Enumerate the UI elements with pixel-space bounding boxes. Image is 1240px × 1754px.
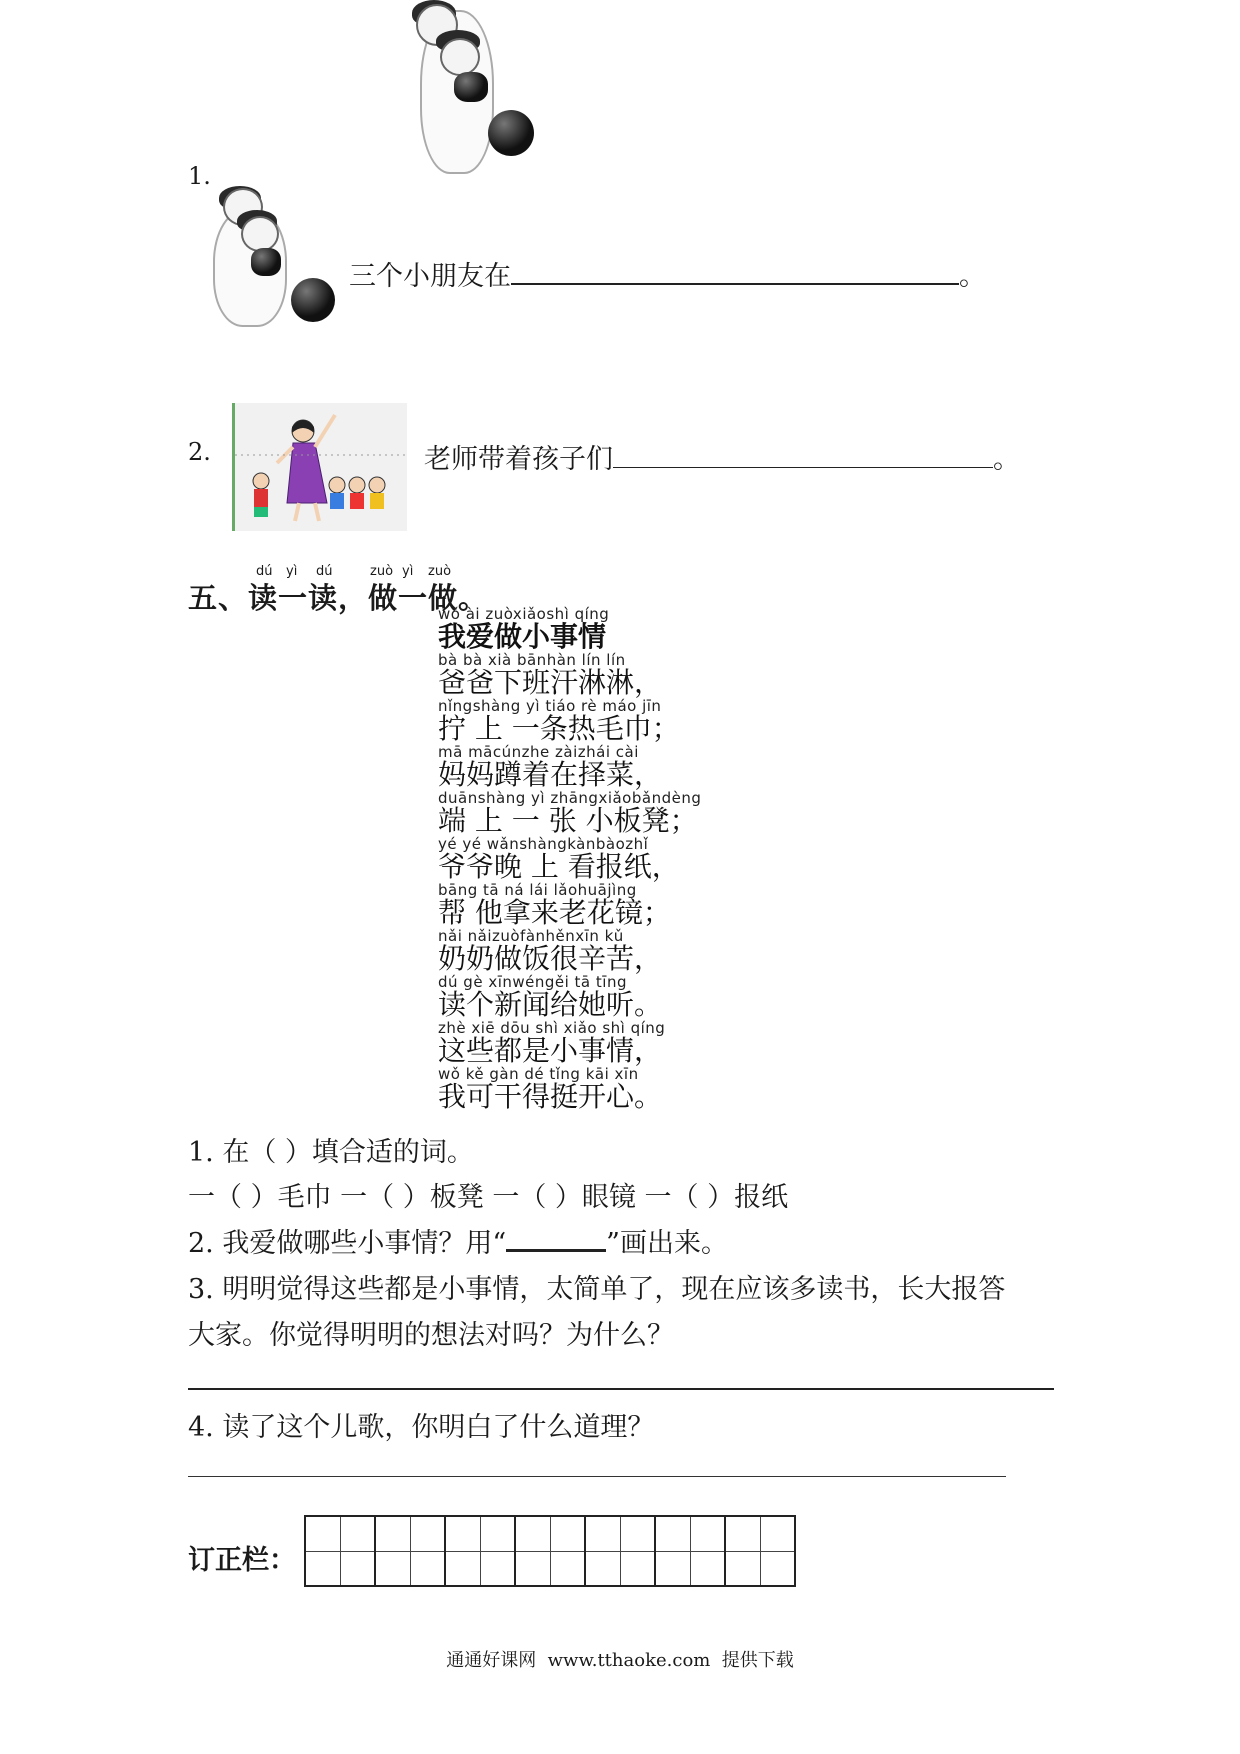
poem-pinyin: yé yé wǎnshàngkànbàozhǐ (438, 835, 649, 853)
section5-pinyin-zuo2: zuò (428, 564, 452, 579)
grid-cell[interactable] (654, 1515, 726, 1587)
poem (438, 606, 701, 1112)
poem-text: 读个新闻给她听。 (438, 988, 663, 1021)
q2-number: 2. (188, 438, 211, 466)
grid-cell[interactable] (724, 1515, 796, 1587)
question-2-prefix: 2. 我爱做哪些小事情？用“ (188, 1228, 507, 1259)
q2-answer-line[interactable] (613, 467, 993, 468)
poem-line (438, 1066, 701, 1112)
kids-illustration-top (392, 0, 542, 195)
correction-grid[interactable] (304, 1515, 794, 1587)
poem-line (438, 790, 701, 836)
section5-pinyin-du1: dú (256, 564, 273, 579)
poem-text: 这些都是小事情， (438, 1034, 663, 1067)
q2-text: 老师带着孩子们 (424, 444, 613, 475)
section5-pinyin-zuo1: zuò (370, 564, 394, 579)
grid-cell[interactable] (374, 1515, 446, 1587)
underline-sample (506, 1249, 606, 1252)
q1-answer-line[interactable] (511, 283, 959, 285)
poem-pinyin: bāng tā ná lái lǎohuājìng (438, 881, 637, 899)
q2-end: 。 (993, 444, 1020, 475)
poem-pinyin: mā mācúnzhe zàizhái cài (438, 743, 639, 761)
q1-text: 三个小朋友在 (349, 261, 511, 292)
poem-pinyin: nǎi nǎizuòfànhěnxīn kǔ (438, 927, 624, 945)
poem-pinyin: wǒ ài zuòxiǎoshì qíng (438, 605, 610, 623)
poem-pinyin: bà bà xià bānhàn lín lín (438, 651, 626, 669)
poem-line (438, 974, 701, 1020)
grid-cell[interactable] (584, 1515, 656, 1587)
poem-text: 我可干得挺开心。 (438, 1080, 663, 1113)
section5-pinyin-du2: dú (316, 564, 333, 579)
question-3-line1: 3. 明明觉得这些都是小事情，太简单了，现在应该多读书，长大报答 (188, 1274, 1006, 1305)
poem-line (438, 882, 701, 928)
poem-title: 我爱做小事情 (438, 620, 607, 653)
section5-title: 五、读一读，做一做。 (188, 581, 489, 615)
section5-pinyin-yi1: yì (286, 564, 298, 579)
poem-text: 奶奶做饭很辛苦， (438, 942, 663, 975)
poem-pinyin: nǐngshàng yì tiáo rè máo jīn (438, 697, 662, 715)
question-2 (188, 1221, 728, 1260)
poem-line (438, 606, 701, 652)
poem-pinyin: duānshàng yì zhāngxiǎobǎndèng (438, 789, 702, 807)
q1-prompt (349, 254, 986, 293)
poem-line (438, 698, 701, 744)
poem-pinyin: zhè xiē dōu shì xiǎo shì qíng (438, 1019, 666, 1037)
grid-cell[interactable] (444, 1515, 516, 1587)
teacher-kids-illustration (232, 403, 407, 531)
question-1-blanks[interactable]: 一（ ）毛巾 一（ ）板凳 一（ ）眼镜 一（ ）报纸 (188, 1182, 789, 1213)
poem-text: 爷爷晚 上 看报纸， (438, 850, 680, 883)
question-3-line2: 大家。你觉得明明的想法对吗？为什么？ (188, 1320, 674, 1351)
question-4-answer-line[interactable] (188, 1476, 1006, 1477)
question-1-instruction: 1. 在（ ）填合适的词。 (188, 1137, 474, 1168)
grid-cell[interactable] (514, 1515, 586, 1587)
poem-pinyin: wǒ kě gàn dé tǐng kāi xīn (438, 1065, 639, 1083)
q2-prompt (424, 437, 1020, 476)
q1-end: 。 (959, 261, 986, 292)
poem-line (438, 652, 701, 698)
poem-line (438, 928, 701, 974)
question-4: 4. 读了这个儿歌，你明白了什么道理？ (188, 1412, 655, 1443)
poem-text: 爸爸下班汗淋淋， (438, 666, 663, 699)
poem-text: 端 上 一 张 小板凳； (438, 804, 698, 837)
question-3-answer-line[interactable] (188, 1388, 1054, 1390)
teacher-kids-drawing (235, 403, 407, 531)
poem-text: 拧 上 一条热毛巾； (438, 712, 680, 745)
section5-pinyin-yi2: yì (402, 564, 414, 579)
grid-cell[interactable] (304, 1515, 376, 1587)
correction-label: 订正栏： (188, 1545, 296, 1576)
poem-line (438, 1020, 701, 1066)
poem-text: 妈妈蹲着在择菜， (438, 758, 663, 791)
question-2-suffix: ”画出来。 (606, 1228, 728, 1259)
poem-line (438, 744, 701, 790)
kids-illustration-q1 (205, 178, 345, 338)
poem-pinyin: dú gè xīnwéngěi tā tīng (438, 973, 627, 991)
footer: 通通好课网 www.tthaoke.com 提供下载 (446, 1650, 794, 1671)
poem-text: 帮 他拿来老花镜； (438, 896, 671, 929)
q1-number: 1. (188, 162, 211, 190)
poem-line (438, 836, 701, 882)
